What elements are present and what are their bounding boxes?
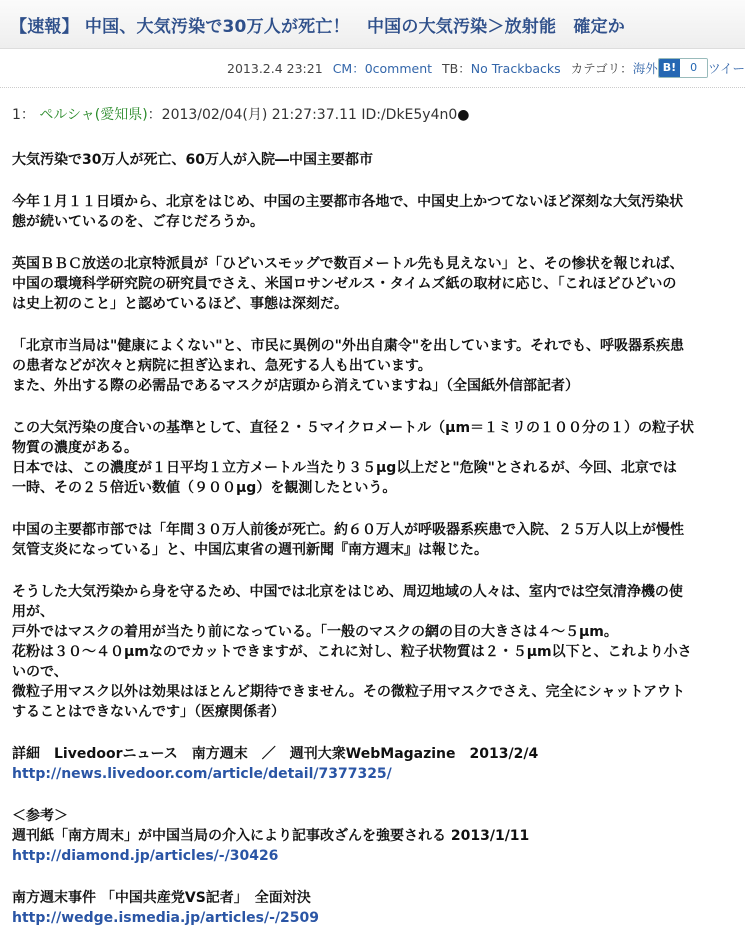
source-link[interactable]: http://news.livedoor.com/article/detail/7377325/ <box>12 766 392 782</box>
paragraph <box>12 150 733 170</box>
text-line: は史上初のこと」と認めているほど、事態は深刻だ。 <box>12 296 348 312</box>
paragraph <box>12 254 733 314</box>
reference-1-link[interactable]: http://diamond.jp/articles/-/30426 <box>12 848 279 864</box>
article-title: 【速報】 中国、大気汚染で30万人が死亡！ 中国の大気汚染＞放射能 確定か <box>10 16 625 37</box>
reference-block <box>12 806 733 866</box>
text-line: 一時、その２５倍近い数値（９００μg）を観測したという。 <box>12 480 397 496</box>
paragraph <box>12 418 733 498</box>
text-line: いので、 <box>12 664 68 680</box>
post-header <box>12 104 733 124</box>
text-line: することはできないんです」（医療関係者） <box>12 704 285 720</box>
text-line: 英国ＢＢＣ放送の北京特派員が「ひどいスモッグで数百メートル先も見えない」と、その惨状を報じれば、 <box>12 256 684 272</box>
post-marker-icon: ● <box>457 107 470 123</box>
text-line: 大気汚染で30万人が死亡、60万人が入院―中国主要都市 <box>12 152 373 168</box>
hatena-icon: B! <box>659 59 680 77</box>
trackbacks-prefix: TB： <box>442 61 471 76</box>
post-timestamp: ：2013/02/04(月) 21:27:37.11 ID:/DkE5y4n0 <box>147 107 458 123</box>
source-block <box>12 744 733 784</box>
text-line: 用が、 <box>12 604 54 620</box>
text-line: 気管支炎になっている」と、中国広東省の週刊新聞『南方週末』は報じた。 <box>12 542 488 558</box>
tweet-button[interactable]: ツイー <box>708 61 745 76</box>
reference-1-label: 週刊紙「南方周末」が中国当局の介入により記事改ざんを強要される 2013/1/11 <box>12 828 530 844</box>
category-link[interactable]: 海外 <box>632 61 658 76</box>
post-number: 1： <box>12 107 35 123</box>
paragraph <box>12 520 733 560</box>
hatena-bookmark-button[interactable] <box>658 58 708 78</box>
text-line: 花粉は３０～４０μmなのでカットできますが、これに対し、粒子状物質は２・５μm以下と、これより小さ <box>12 644 692 660</box>
text-line: 今年１月１１日頃から、北京をはじめ、中国の主要都市各地で、中国史上かつてないほど深刻な大気汚染状 <box>12 194 684 210</box>
text-line: 物質の濃度がある。 <box>12 440 138 456</box>
text-line: 日本では、この濃度が１日平均１立方メートル当たり３５μg以上だと"危険"とされるが、今回、北京では <box>12 460 677 476</box>
category-prefix: カテゴリ： <box>570 61 633 76</box>
text-line: の患者などが次々と病院に担ぎ込まれ、急死する人も出ています。 <box>12 358 432 374</box>
reference-2-link[interactable]: http://wedge.ismedia.jp/articles/-/2509 <box>12 910 319 926</box>
paragraph <box>12 336 733 396</box>
text-line: そうした大気汚染から身を守るため、中国では北京をはじめ、周辺地域の人々は、室内では空気清浄機の使 <box>12 584 683 600</box>
text-line: 態が続いているのを、ご存じだろうか。 <box>12 214 264 230</box>
poster-name: ペルシャ(愛知県) <box>39 107 148 123</box>
article-meta <box>0 49 745 88</box>
reference-2-label: 南方週末事件 「中国共産党VS記者」 全面対決 <box>12 890 311 906</box>
article-header <box>0 0 745 49</box>
trackbacks-link[interactable]: No Trackbacks <box>470 60 561 76</box>
text-line: この大気汚染の度合いの基準として、直径２・５マイクロメートル（μm＝１ミリの１００分の１）の粒子状 <box>12 420 695 436</box>
paragraph <box>12 582 733 722</box>
comments-link[interactable]: CM：0comment <box>332 61 433 76</box>
post <box>0 88 745 928</box>
post-body <box>12 150 733 928</box>
text-line: 中国の主要都市部では「年間３０万人前後が死亡。約６０万人が呼吸器系疾患で入院、２５万人以上が慢性 <box>12 522 684 538</box>
paragraph <box>12 192 733 232</box>
reference-block-2 <box>12 888 733 928</box>
post-datetime: 2013.2.4 23:21 <box>227 60 323 76</box>
hatena-count: 0 <box>680 59 707 77</box>
text-line: また、外出する際の必需品であるマスクが店頭から消えていますね」（全国紙外信部記者） <box>12 378 579 394</box>
text-line: 戸外ではマスクの着用が当たり前になっている。「一般のマスクの網の目の大きさは４～５μm。 <box>12 624 618 640</box>
text-line: 中国の環境科学研究院の研究員でさえ、米国ロサンゼルス・タイムズ紙の取材に応じ、「これほどひどいの <box>12 276 677 292</box>
reference-heading: ＜参考＞ <box>12 808 68 824</box>
text-line: 微粒子用マスク以外は効果はほとんど期待できません。その微粒子用マスクでさえ、完全にシャットアウト <box>12 684 685 700</box>
source-label: 詳細 Livedoorニュース 南方週末 ／ 週刊大衆WebMagazine 2013/2/4 <box>12 746 539 762</box>
text-line: 「北京市当局は"健康によくない"と、市民に異例の"外出自粛令"を出しています。それでも、呼吸器系疾患 <box>12 338 685 354</box>
